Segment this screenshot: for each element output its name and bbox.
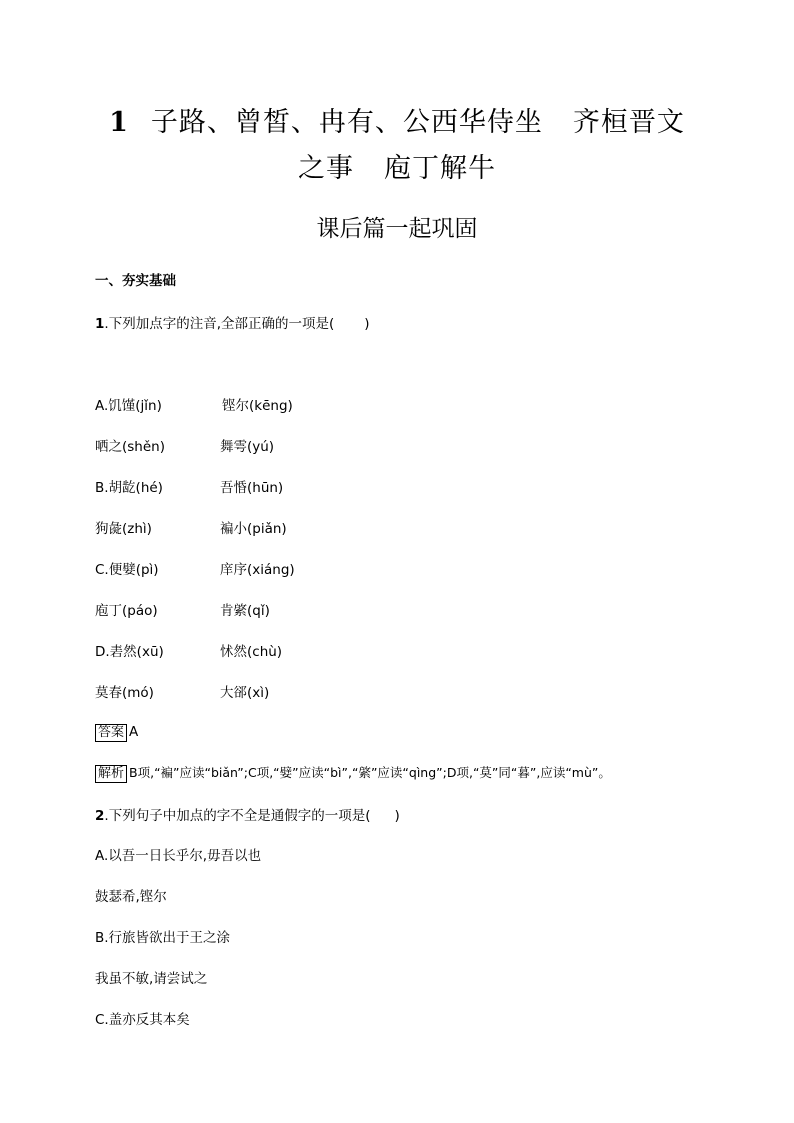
option-c-item-3: 庖丁(páo) bbox=[95, 603, 158, 619]
lesson-title-part-1: 子路、曾皙、冉有、公西华侍坐 bbox=[150, 107, 543, 138]
option-row bbox=[95, 601, 270, 621]
option-row bbox=[95, 683, 270, 703]
question-2-option: A.以吾一日长乎尔,毋吾以也 bbox=[95, 848, 262, 864]
option-b-item-2: 吾惛(hūn) bbox=[220, 480, 284, 496]
answer-label: 答案 bbox=[95, 724, 127, 742]
option-d-item-2: 怵然(chù) bbox=[220, 644, 283, 660]
option-c-item-2: 庠序(xiáng) bbox=[220, 562, 295, 578]
option-row bbox=[95, 478, 284, 498]
option-d-item-4: 大郤(xì) bbox=[220, 685, 270, 701]
lesson-title-part-2: 齐桓晋文 bbox=[572, 107, 685, 138]
analysis-line bbox=[95, 763, 611, 783]
lesson-title-part-3: 之事 bbox=[298, 153, 354, 184]
option-row bbox=[95, 396, 293, 416]
lesson-title-line-1 bbox=[0, 106, 794, 140]
question-2-number: 2 bbox=[95, 808, 105, 824]
option-a-item-3: 哂之(shěn) bbox=[95, 439, 165, 455]
option-a-item-4: 舞雩(yú) bbox=[220, 439, 275, 455]
option-c-item-1: C.便嬖(pì) bbox=[95, 562, 159, 578]
question-1-number: 1 bbox=[95, 316, 105, 332]
lesson-title-part-4: 庖丁解牛 bbox=[384, 153, 496, 184]
question-1 bbox=[95, 314, 370, 334]
option-c-item-4: 肯綮(qǐ) bbox=[220, 603, 270, 619]
question-2-close: ) bbox=[394, 808, 400, 824]
option-a-item-1: A.饥馑(jǐn) bbox=[95, 398, 162, 414]
option-row bbox=[95, 437, 275, 457]
option-d-item-1: D.砉然(xū) bbox=[95, 644, 164, 660]
lesson-title-line-2 bbox=[0, 152, 794, 186]
question-1-close: ) bbox=[364, 316, 370, 332]
answer-value: A bbox=[129, 724, 139, 740]
option-b-item-4: 褊小(piǎn) bbox=[220, 521, 287, 537]
question-2-option: B.行旅皆欲出于王之涂 bbox=[95, 930, 231, 946]
question-1-text: .下列加点字的注音,全部正确的一项是( bbox=[104, 316, 335, 332]
option-b-item-1: B.胡龁(hé) bbox=[95, 480, 163, 496]
option-row bbox=[95, 560, 295, 580]
answer-line bbox=[95, 722, 138, 742]
question-2-option: C.盖亦反其本矣 bbox=[95, 1012, 190, 1028]
lesson-number: 1 bbox=[109, 107, 129, 138]
section-heading: 一、夯实基础 bbox=[95, 273, 176, 289]
question-2-option: 我虽不敏,请尝试之 bbox=[95, 971, 208, 987]
question-2 bbox=[95, 806, 400, 826]
page-subtitle: 课后篇一起巩固 bbox=[316, 216, 478, 242]
question-2-option: 鼓瑟希,铿尔 bbox=[95, 889, 167, 905]
option-b-item-3: 狗彘(zhì) bbox=[95, 521, 152, 537]
option-row bbox=[95, 519, 287, 539]
question-2-text: .下列句子中加点的字不全是通假字的一项是( bbox=[104, 808, 371, 824]
option-row bbox=[95, 642, 283, 662]
option-a-item-2: 铿尔(kēng) bbox=[222, 398, 293, 414]
analysis-label: 解析 bbox=[95, 765, 127, 783]
analysis-text: B项,“褊”应读“biǎn”;C项,“嬖”应读“bì”,“綮”应读“qìng”;D项,“莫”同“暮”,应读“mù”。 bbox=[129, 765, 611, 780]
option-d-item-3: 莫春(mó) bbox=[95, 685, 154, 701]
